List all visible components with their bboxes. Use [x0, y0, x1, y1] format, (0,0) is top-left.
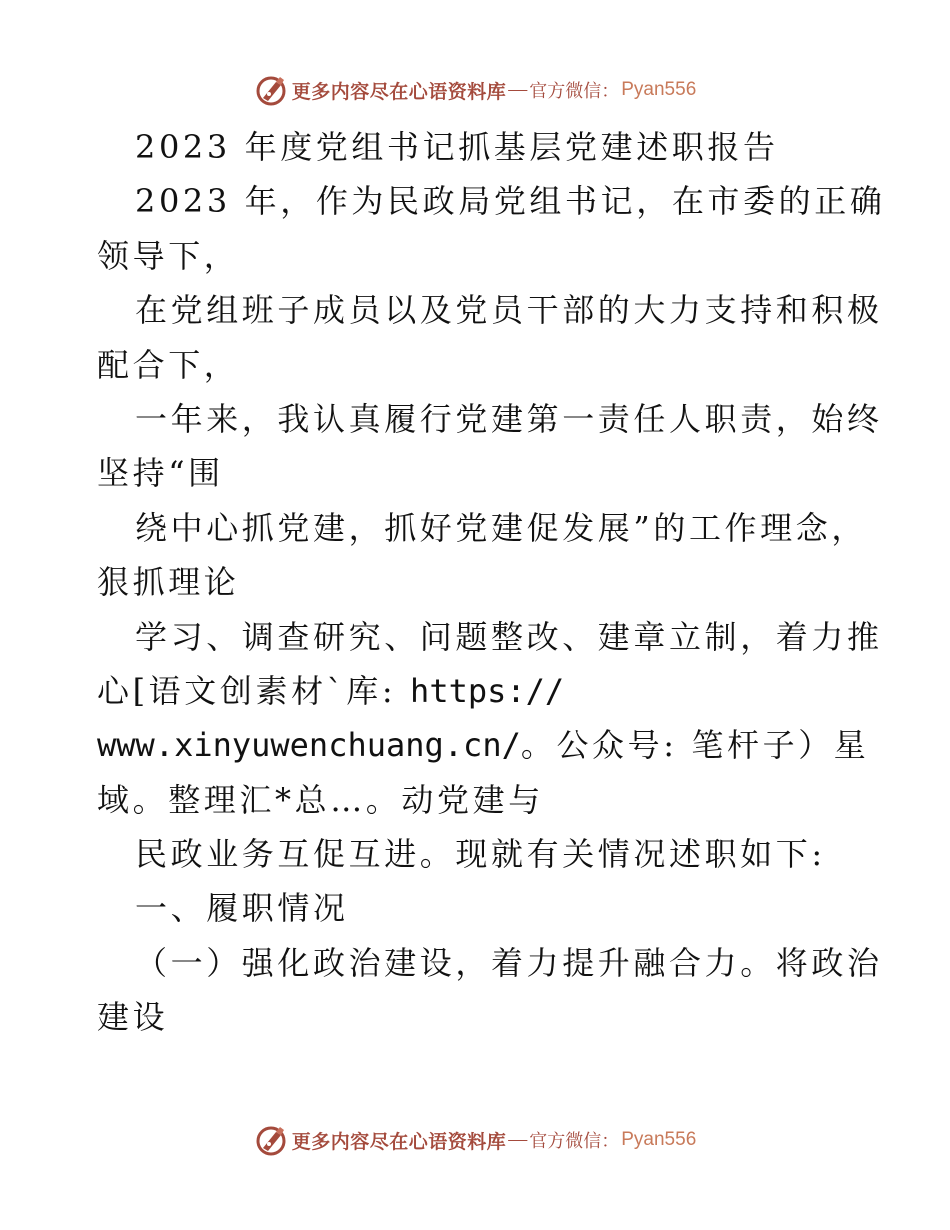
text-run: 心[语文创素材`库:	[97, 671, 411, 710]
footer-separator: —	[508, 1129, 528, 1150]
paragraph-line: 民政业务互促互进。现就有关情况述职如下:	[135, 835, 826, 874]
paragraph-line: 狠抓理论	[97, 563, 240, 602]
paragraph-line: 坚持“围	[97, 454, 224, 493]
document-body	[97, 120, 886, 1045]
paragraph-line: 一年来，我认真履行党建第一责任人职责，始终	[135, 399, 883, 438]
paragraph-line: 领导下，	[97, 236, 240, 275]
paragraph-line: 学习、调查研究、问题整改、建章立制，着力推	[135, 617, 883, 656]
text-run: 。公众号: 笔杆子）星	[520, 726, 870, 765]
header-site-text: 更多内容尽在心语资料库	[291, 80, 507, 103]
paragraph-line: 建设	[97, 998, 169, 1037]
pen-nib-logo-icon	[254, 1123, 288, 1157]
paragraph-line	[97, 174, 886, 228]
url-link-start[interactable]: https://	[410, 671, 565, 710]
footer-site-text: 更多内容尽在心语资料库	[291, 1130, 507, 1153]
paragraph-line: 域。整理汇*总…。动党建与	[97, 780, 544, 819]
year-number: 2023	[135, 182, 231, 221]
paragraph-line: 在党组班子成员以及党员干部的大力支持和积极	[135, 291, 883, 330]
paragraph-line: 配合下，	[97, 345, 240, 384]
section-heading: 一、履职情况	[135, 889, 349, 928]
url-link[interactable]: www.xinyuwenchuang.cn/	[97, 726, 521, 765]
header-wechat-label: 官方微信：	[529, 81, 620, 102]
header-separator: —	[508, 79, 528, 100]
pen-nib-logo-icon	[254, 73, 288, 107]
header-wechat-id: Pyan556	[621, 79, 697, 100]
footer-banner	[0, 1122, 950, 1158]
header-banner	[0, 72, 950, 108]
paragraph-line: （一）强化政治建设，着力提升融合力。将政治	[135, 943, 883, 982]
footer-wechat-id: Pyan556	[621, 1129, 697, 1150]
paragraph-line	[97, 718, 877, 772]
footer-wechat-label: 官方微信：	[529, 1131, 620, 1152]
text-run: 年，作为民政局党组书记，在市委的正确	[230, 182, 886, 221]
paragraph-line: 绕中心抓党建，抓好党建促发展”的工作理念，	[135, 508, 867, 547]
paragraph-line	[97, 664, 877, 718]
document-title: 2023 年度党组书记抓基层党建述职报告	[135, 128, 779, 166]
